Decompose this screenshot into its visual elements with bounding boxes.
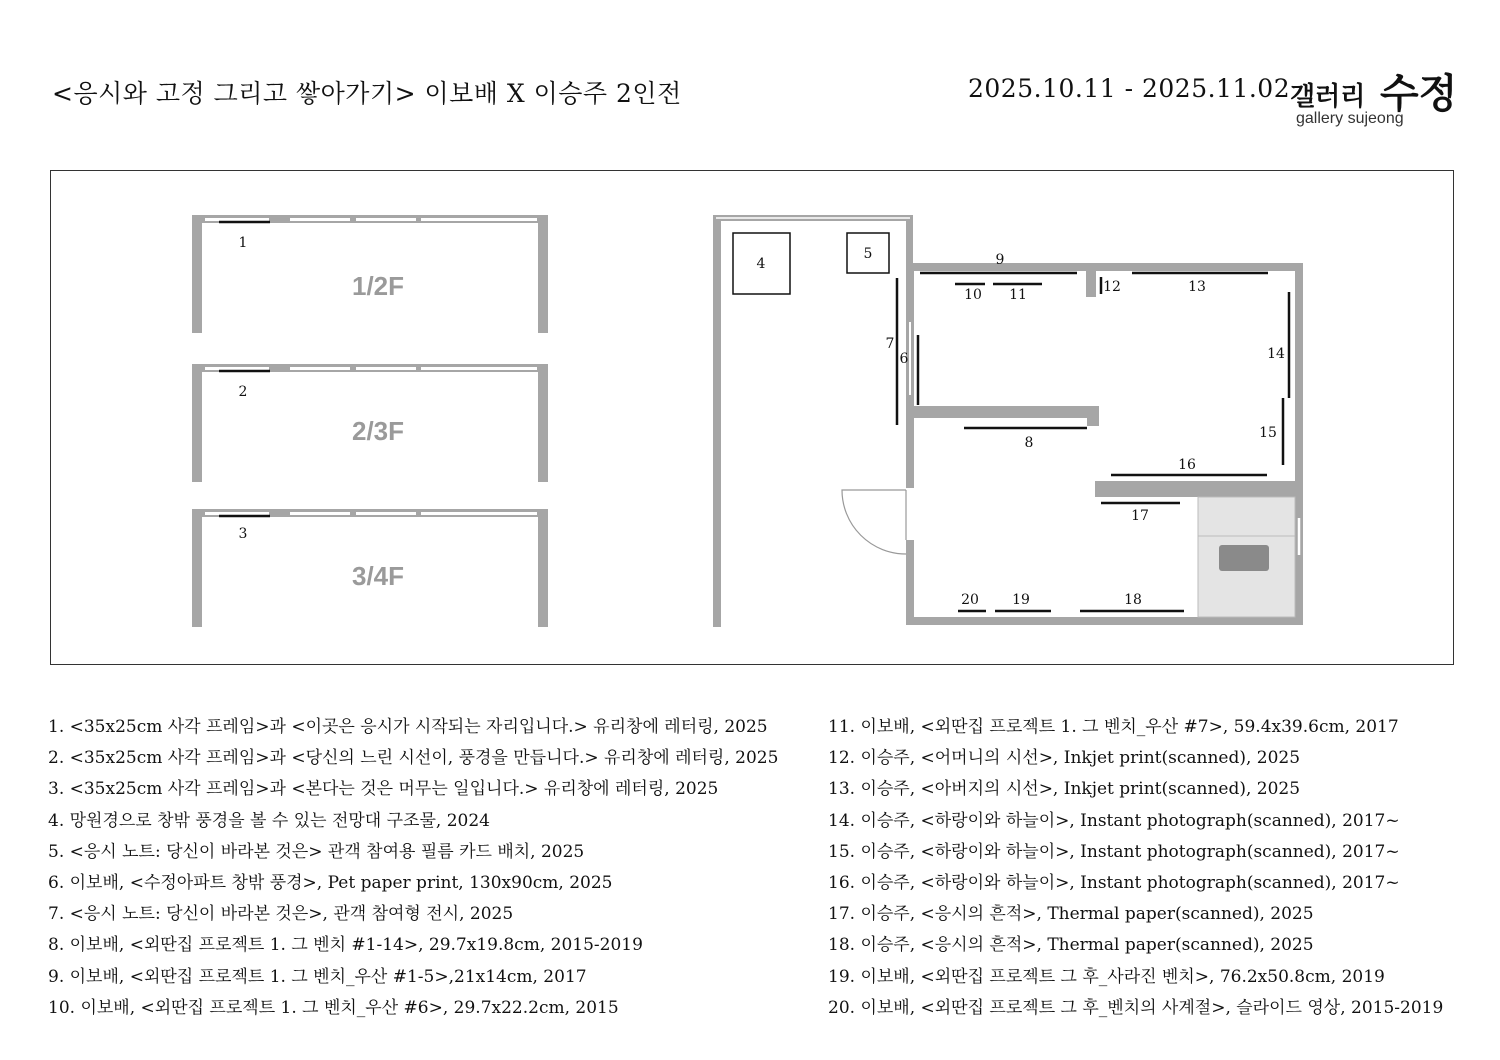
floor-label-1-2f: 1/2F [351, 271, 405, 301]
legend-item-18: 18. 이승주, <응시의 흔적>, Thermal paper(scanned), 2025 [828, 935, 1314, 956]
artwork-legend-left [48, 712, 778, 1024]
legend-item-15: 15. 이승주, <하랑이와 하늘이>, Instant photograph(scanned), 2017~ [828, 841, 1400, 862]
exhibition-dates: 2025.10.11 - 2025.11.02 [968, 74, 1291, 103]
spot-number-19: 19 [1012, 592, 1030, 608]
spot-number-8: 8 [1024, 435, 1034, 451]
spot-number-13: 13 [1188, 279, 1206, 295]
logo-english: gallery sujeong [1296, 110, 1404, 127]
spot-number-15: 15 [1259, 425, 1277, 441]
spot-number-17: 17 [1131, 508, 1149, 524]
spot-number-12: 12 [1103, 279, 1121, 295]
spot-number-7: 7 [885, 336, 895, 352]
legend-item-3: 3. <35x25cm 사각 프레임>과 <본다는 것은 머무는 일입니다.> 유리창에 레터링, 2025 [48, 779, 719, 800]
legend-item-20: 20. 이보배, <외딴집 프로젝트 그 후_벤치의 사계절>, 슬라이드 영상, 2015-2019 [828, 997, 1444, 1018]
spot-number-1: 1 [238, 235, 248, 251]
exhibition-title: <응시와 고정 그리고 쌓아가기> 이보배 X 이승주 2인전 [52, 79, 682, 108]
legend-item-14: 14. 이승주, <하랑이와 하늘이>, Instant photograph(scanned), 2017~ [828, 810, 1400, 831]
floor-label-3-4f: 3/4F [351, 561, 405, 591]
legend-item-9: 9. 이보배, <외딴집 프로젝트 1. 그 벤치_우산 #1-5>,21x14cm, 2017 [48, 966, 587, 987]
spot-number-3: 3 [238, 526, 248, 542]
spot-number-14: 14 [1267, 346, 1285, 362]
logo-korean-name: 수정 [1380, 71, 1458, 117]
legend-item-13: 13. 이승주, <아버지의 시선>, Inkjet print(scanned), 2025 [828, 779, 1301, 800]
legend-item-19: 19. 이보배, <외딴집 프로젝트 그 후_사라진 벤치>, 76.2x50.8cm, 2019 [828, 966, 1385, 987]
legend-item-12: 12. 이승주, <어머니의 시선>, Inkjet print(scanned), 2025 [828, 748, 1301, 769]
logo-korean-gallery: 갤러리 [1290, 82, 1366, 112]
spot-number-10: 10 [964, 287, 982, 303]
legend-item-10: 10. 이보배, <외딴집 프로젝트 1. 그 벤치_우산 #6>, 29.7x22.2cm, 2015 [48, 997, 619, 1018]
artwork-legend-right [828, 712, 1443, 1024]
legend-item-8: 8. 이보배, <외딴집 프로젝트 1. 그 벤치 #1-14>, 29.7x19.8cm, 2015-2019 [48, 935, 643, 956]
legend-item-4: 4. 망원경으로 창밖 풍경을 볼 수 있는 전망대 구조물, 2024 [48, 810, 490, 831]
legend-item-16: 16. 이승주, <하랑이와 하늘이>, Instant photograph(scanned), 2017~ [828, 873, 1400, 894]
spot-number-11: 11 [1009, 287, 1027, 303]
spot-number-5: 5 [863, 246, 873, 262]
spot-number-9: 9 [995, 252, 1005, 268]
legend-item-11: 11. 이보배, <외딴집 프로젝트 1. 그 벤치_우산 #7>, 59.4x39.6cm, 2017 [828, 717, 1399, 737]
legend-item-5: 5. <응시 노트: 당신이 바라본 것은> 관객 참여용 필름 카드 배치, 2025 [48, 841, 585, 862]
spot-number-6: 6 [899, 351, 909, 367]
spot-number-20: 20 [961, 592, 979, 608]
spot-number-2: 2 [238, 384, 248, 400]
spot-number-16: 16 [1178, 457, 1196, 473]
legend-item-7: 7. <응시 노트: 당신이 바라본 것은>, 관객 참여형 전시, 2025 [48, 904, 514, 925]
main-room-walls [713, 215, 1303, 627]
legend-item-1: 1. <35x25cm 사각 프레임>과 <이곳은 응시가 시작되는 자리입니다.> 유리창에 레터링, 2025 [48, 717, 768, 737]
legend-item-2: 2. <35x25cm 사각 프레임>과 <당신의 느린 시선이, 풍경을 만듭니다.> 유리창에 레터링, 2025 [48, 748, 779, 769]
spot-number-18: 18 [1124, 592, 1142, 608]
spot-number-4: 4 [756, 256, 766, 272]
legend-item-17: 17. 이승주, <응시의 흔적>, Thermal paper(scanned), 2025 [828, 904, 1314, 925]
legend-item-6: 6. 이보배, <수정아파트 창밖 풍경>, Pet paper print, 130x90cm, 2025 [48, 873, 613, 894]
floor-label-2-3f: 2/3F [351, 416, 405, 446]
